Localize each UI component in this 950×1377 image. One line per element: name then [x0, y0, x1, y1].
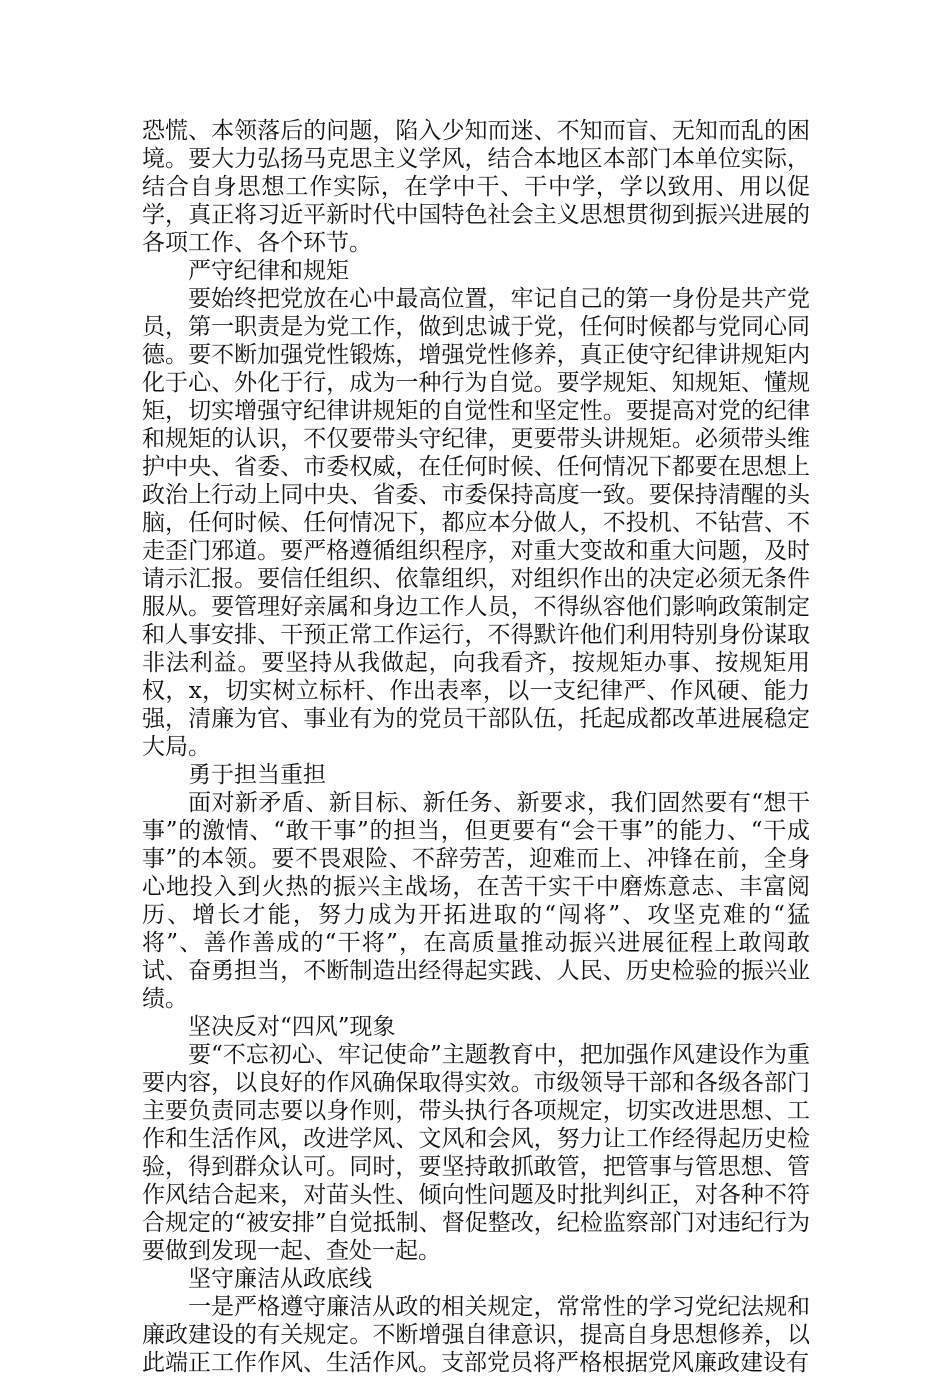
section-heading-integrity: 坚守廉洁从政底线 [188, 1266, 372, 1292]
paragraph-continuation: 恐慌、本领落后的问题，陷入少知而迷、不知而盲、无知而乱的困境。要大力弘扬马克思主义学风，结合本地区本部门本单位实际，结合自身思想工作实际，在学中干、干中学，学以致用、用以促学，真正将习近平新时代中国特色社会主义思想贯彻到振兴进展的各项工作、各个环节。 [142, 118, 810, 256]
paragraph-four-winds: 要“不忘初心、牢记使命”主题教育中，把加强作风建设作为重要内容，以良好的作风确保取得实效。市级领导干部和各级各部门主要负责同志要以身作则，带头执行各项规定，切实改进思想、工作和生活作风，改进学风、文风和会风，努力让工作经得起历史检验，得到群众认可。同时，要坚持敢抓敢管，把管事与管思想、管作风结合起来，对苗头性、倾向性问题及时批判纠正，对各种不符合规定的“被安排”自觉抵制、督促整改，纪检监察部门对违纪行为要做到发现一起、查处一起。 [142, 1042, 810, 1264]
document-page [142, 117, 810, 1377]
section-heading-discipline: 严守纪律和规矩 [188, 258, 349, 284]
section-heading-responsibility: 勇于担当重担 [188, 762, 326, 788]
section-heading-four-winds: 坚决反对“四风”现象 [188, 1014, 396, 1040]
paragraph-responsibility: 面对新矛盾、新目标、新任务、新要求，我们固然要有“想干事”的激情、“敢干事”的担当，但更要有“会干事”的能力、“干成事”的本领。要不畏艰险、不辞劳苦，迎难而上、冲锋在前，全身心地投入到火热的振兴主战场，在苦干实干中磨炼意志、丰富阅历、增长才能，努力成为开拓进取的“闯将”、攻坚克难的“猛将”、善作善成的“干将”，在高质量推动振兴进展征程上敢闯敢试、奋勇担当，不断制造出经得起实践、人民、历史检验的振兴业绩。 [142, 790, 810, 1012]
paragraph-discipline: 要始终把党放在心中最高位置，牢记自己的第一身份是共产党员，第一职责是为党工作，做到忠诚于党，任何时候都与党同心同德。要不断加强党性锻炼，增强党性修养，真正使守纪律讲规矩内化于心、外化于行，成为一种行为自觉。要学规矩、知规矩、懂规矩，切实增强守纪律讲规矩的自觉性和坚定性。要提高对党的纪律和规矩的认识，不仅要带头守纪律，更要带头讲规矩。必须带头维护中央、省委、市委权威，在任何时候、任何情况下都要在思想上政治上行动上同中央、省委、市委保持高度一致。要保持清醒的头脑，任何时候、任何情况下，都应本分做人，不投机、不钻营、不走歪门邪道。要严格遵循组织程序，对重大变故和重大问题，及时请示汇报。要信任组织、依靠组织，对组织作出的决定必须无条件服从。要管理好亲属和身边工作人员，不得纵容他们影响政策制定和人事安排、干预正常工作运行，不得默许他们利用特别身份谋取非法利益。要坚持从我做起，向我看齐，按规矩办事、按规矩用权，x，切实树立标杆、作出表率，以一支纪律严、作风硬、能力强，清廉为官、事业有为的党员干部队伍，托起成都改革进展稳定大局。 [142, 286, 810, 760]
paragraph-integrity: 一是严格遵守廉洁从政的相关规定，常常性的学习党纪法规和廉政建设的有关规定。不断增强自律意识，提高自身思想修养，以此端正工作作风、生活作风。支部党员将严格根据党风廉政建设有 [142, 1294, 810, 1376]
